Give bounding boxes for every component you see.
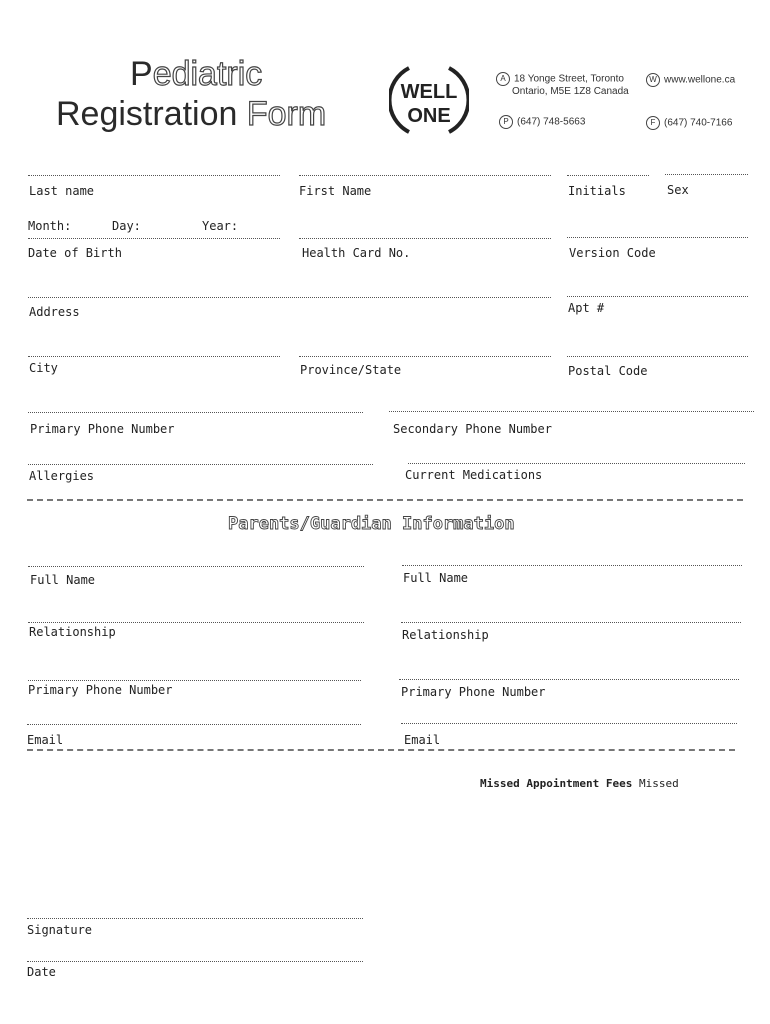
version-code-label: Version Code [569,246,656,260]
fees-text: Missed [638,777,679,790]
missed-appointment-fees [480,777,679,790]
contact-website[interactable] [646,73,735,87]
logo-text-one: ONE [407,105,451,127]
location-icon: A [496,72,510,86]
guardian-left-relationship-label: Relationship [29,625,116,639]
first-name-field[interactable] [299,175,551,176]
first-name-label: First Name [299,184,372,198]
dob-label: Date of Birth [28,246,122,260]
wellone-logo [389,60,469,140]
form-title [56,54,376,134]
phone-icon: P [499,115,513,129]
postal-field[interactable] [567,356,748,357]
guardian-right-email-field[interactable] [401,723,737,724]
allergies-label: Allergies [29,469,95,483]
title-registration: Registration [56,95,247,133]
province-label: Province/State [300,363,402,377]
primary-phone-field[interactable] [28,412,363,413]
guardian-left-name-label: Full Name [30,573,96,587]
last-name-field[interactable] [28,175,280,176]
secondary-phone-label: Secondary Phone Number [393,422,552,436]
section-divider-top [27,499,743,501]
contact-phone [499,115,585,129]
dob-field[interactable] [28,238,280,239]
health-card-field[interactable] [299,238,551,239]
guardian-right-relationship-field[interactable] [401,622,741,623]
address-line1: 18 Yonge Street, Toronto [514,73,624,85]
website-text[interactable]: www.wellone.ca [664,74,736,86]
medications-field[interactable] [408,463,745,464]
fax-icon: F [646,116,660,130]
year-label: Year: [202,219,239,233]
medications-label: Current Medications [405,468,543,482]
section-divider-bottom [27,749,735,751]
sex-label: Sex [667,183,689,197]
guardian-left-phone-label: Primary Phone Number [28,683,173,697]
contact-fax [646,116,732,130]
fax-text: (647) 740-7166 [664,117,733,129]
address-label: Address [29,305,80,319]
apt-field[interactable] [567,296,748,297]
title-form: Form [246,95,327,133]
guardian-right-phone-label: Primary Phone Number [401,685,546,699]
globe-icon: W [646,73,660,87]
version-code-field[interactable] [567,237,748,238]
initials-field[interactable] [567,175,649,176]
phone-text: (647) 748-5663 [517,116,586,128]
initials-label: Initials [568,184,626,198]
contact-address [496,72,629,98]
primary-phone-label: Primary Phone Number [30,422,175,436]
guardian-right-relationship-label: Relationship [402,628,489,642]
date-label: Date [27,965,56,979]
city-field[interactable] [28,356,280,357]
signature-field[interactable] [27,918,363,919]
day-label: Day: [112,219,141,233]
title-pediatric: ediatric [152,55,263,93]
province-field[interactable] [299,356,551,357]
guardian-left-email-label: Email [27,733,64,747]
secondary-phone-field[interactable] [389,411,754,412]
title-accent-p: P [130,55,153,93]
guardian-right-name-label: Full Name [403,571,469,585]
date-field[interactable] [27,961,363,962]
postal-label: Postal Code [568,364,648,378]
month-label: Month: [28,219,72,233]
city-label: City [29,361,58,375]
address-field[interactable] [28,297,551,298]
guardian-left-email-field[interactable] [27,724,361,725]
allergies-field[interactable] [28,464,373,465]
guardian-right-name-field[interactable] [402,565,742,566]
guardian-left-name-field[interactable] [28,566,364,567]
fees-heading: Missed Appointment Fees [480,777,633,790]
guardian-right-email-label: Email [404,733,441,747]
guardian-section-title: Parents/Guardian Information [228,514,515,534]
address-line2: Ontario, M5E 1Z8 Canada [512,86,629,97]
last-name-label: Last name [29,184,95,198]
signature-label: Signature [27,923,93,937]
guardian-left-phone-field[interactable] [28,680,361,681]
apt-label: Apt # [568,301,605,315]
sex-field[interactable] [665,174,748,175]
health-card-label: Health Card No. [302,246,411,260]
guardian-left-relationship-field[interactable] [28,622,364,623]
logo-text-well: WELL [400,81,458,103]
guardian-right-phone-field[interactable] [399,679,739,680]
